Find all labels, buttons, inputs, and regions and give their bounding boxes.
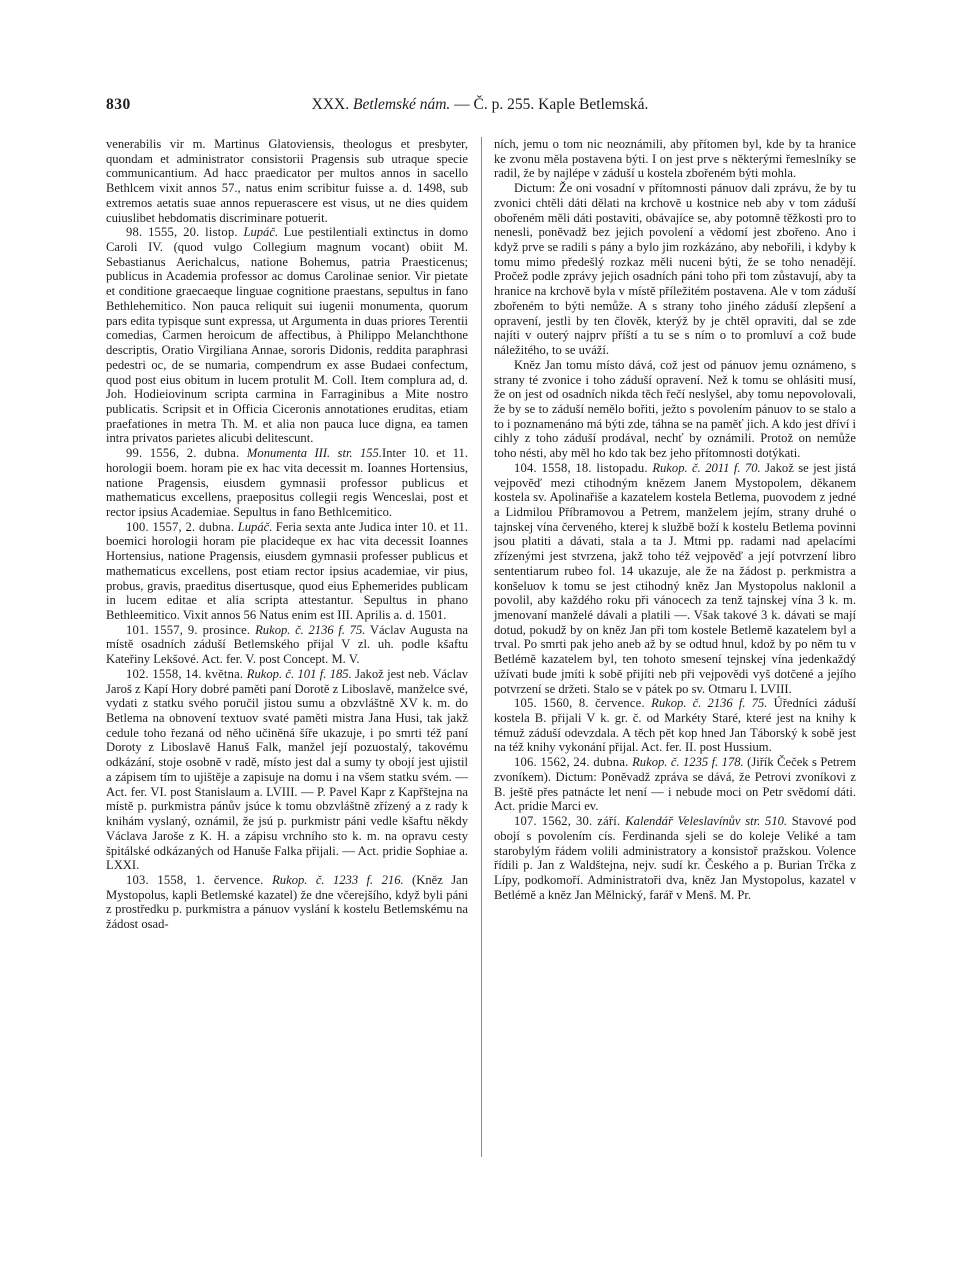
entry-98-source: Lupáč. — [243, 225, 279, 240]
entry-106-source: Rukop. č. 1235 f. 178. — [632, 755, 744, 770]
entry-104-text: Jakož se jest jistá vejpověď mezi ctihodným knězem Janem Mystopolem, děkanem kostela sv. Apolinařiše a kazatelem kostela Betlema, puovodem z jedné a Lidmilou Příbramovou a Petrem, manželem jejím, strany druhé o tajnskej vína červeného, kterej k službě boží k kostelu Betlema povinni jsou platiti a dávati, stala a ta J. Mtmi pp. radami nad apelacími zřízenými jest stvrzena, jakž toho též vejpověď a její potvrzení libro sententiarum rubeo fol. 14 ukazuje, ale že na žádost p. perkmistra a konšeluov k tomu se jest ctihodný kněz Jan Mystopolus naklonil a povolil, aby každého roku při vánocech za tenž tajnskej vína 3 k. m. jmenovaní manželé dávali a platili —. Však takové 3 k. dávati se mají dotud, pokudž by on kněz Jan při tom kostele Betlemě kazatelem byl a trval. Po smrti pak jeho aneb až by se odtud hnul, kdož by po něm tu v Betlémě kazatelem byl, ten tohoto smesení tejnskej vína jedenkaždý užívati bude jmíti k sobě přijíti neb při vejpovědi vyš dotčené a jejího potvrzení se držeti. Stalo se v pátek po sv. Otmaru I. LVIII. — [494, 460, 856, 696]
right-column — [494, 137, 856, 1177]
entry-107-source: Kalendář Veleslavínův str. 510. — [625, 814, 788, 829]
paragraph-continuation: ních, jemu o tom nic neoznámili, aby přítomen byl, kde by ta hranice ke zvonu měla postavena býti. I on jest prve s některými řemeslníky se radil, že by najlépe v záduší u kostela zbořeném býti mohla. — [494, 137, 856, 181]
entry-102-head: 102. 1558, 14. května. — [126, 666, 247, 681]
entry-106-head: 106. 1562, 24. dubna. — [514, 755, 633, 770]
entry-98-head: 98. 1555, 20. listop. — [126, 225, 244, 240]
entry-103-head: 103. 1558, 1. července. — [126, 872, 273, 887]
entry-105 — [494, 696, 856, 755]
entry-99 — [106, 446, 468, 520]
head-prefix: XXX. — [311, 96, 350, 113]
entry-102 — [106, 667, 468, 873]
entry-100 — [106, 520, 468, 623]
entry-102-source: Rukop. č. 101 f. 185. — [246, 666, 352, 681]
entry-101-head: 101. 1557, 9. prosince. — [126, 622, 256, 637]
column-divider — [481, 137, 482, 1157]
entry-103-source: Rukop. č. 1233 f. 216. — [272, 872, 404, 887]
entry-101 — [106, 623, 468, 667]
entry-99-source: Monumenta III. str. 155. — [246, 446, 383, 461]
entry-98-text: Lue pestilentiali extinctus in domo Caroli IV. (quod vulgo Collegium magnum vocant) obiit M. Sebastianus Aerichalcus, natione Bohemus, patria Praesticenus; publicus in Academia professor ac domus Carolinae senior. Vir pietate et conditione graecaeque linguae cognitione praestans, sepultus in fano Bethlehemitico. Non pauca reliquit sui iugenii monumenta, quorum pars edita typisque sunt expressa, ut Argumenta in duas priores Terentii comedias, Carmen heroicum de affectibus, à Philippo Melanchthone descriptis, Oratio Virgiliana Annae, sororis Didonis, reddita paraphrasi pedestri oc, de se numaria, compendrum ex asse Budaei confectum, quod post eius obitum in lucem protulit M. Coll. Item complura ad, d. Joh. Hodieiovinum scripta carmina in Farraginibus a Mite nostro publicatis. Scripsit et in Officia Ciceronis annotationes eruditas, etiam praefationes in metra Th. M. et alia non pauca luce digna, ea tamen intra privatos parietes alicubi delitescunt. — [106, 225, 468, 446]
entry-105-head: 105. 1560, 8. července. — [514, 696, 652, 711]
entry-104-source: Rukop. č. 2011 f. 70. — [652, 460, 761, 475]
left-column — [106, 137, 468, 1177]
entry-99-head: 99. 1556, 2. dubna. — [126, 446, 247, 461]
entry-100-text: Feria sexta ante Judica inter 10. et 11. boemici horologii horam pie placideque ex hac vita decessit Ioannes Hortensius, natione Pragensis, eiusdem gymnasii professer publicus et mathematicus excellens, post etiam rector ipsius academiae, vir pius, probus, gravis, praeditus disertusque, quod eius Ephemerides publicam in lucem editae et alia scripta attestantur. Sepultus in phano Bethleemitico. Vixit annos 56 Natus enim est III. Aprilis a. d. 1501. — [106, 519, 468, 622]
entry-106-text: (Jiřík Čeček s Petrem zvoníkem). Dictum: Poněvadž zpráva se dává, že Petrovi zvoníkovi z B. ještě přes patnácte let není — i nebude moci on Petr svědomí dáti. Act. pridie Marci ev. — [494, 755, 857, 814]
paragraph-dictum: Dictum: Že oni vosadní v přítomnosti pánuov dali zprávu, že by tu zvonici chtěli dáti dělati na krchově u kostnice neb aby v tom záduší obořeném měli dáti postaviti, obávajíce se, aby potomně těžkosti pro to nenesli, poněvadž bez jejich povolení a vědomí jest zbořeno. Ano i když prve se radili s pány a bylo jim rozkázáno, aby nebořili, i kdyby k tomu mimo předešlý rozkaz měli nuceni býti, že se toho nenadějí. Pročež podle zprávy jejich osadních páni toho při tom zůstavují, aby ta hranice na krchově byla v místě příležitém postavena. Ale v tom záduší zbořeném to býti nemůže. A s strany toho jiného záduší zlepšení a opravení, jestli by ten člověk, kterýž by je chtěl opraviti, dal se zde najíti v outerý najprv příští a tu se s ním o to promluví a což bude náležitého, to se uváží. — [494, 181, 856, 358]
entry-107-head: 107. 1562, 30. září. — [514, 814, 626, 829]
entry-107-text: Stavové pod obojí s povolením cís. Ferdinanda sjeli se do koleje Veliké a tam starobylým řádem volili administratory a konsistoř pražskou. Volence řídili p. Jan z Waldštejna, nejv. sudí kr. Českého a p. Burian Trčka z Lípy, podkomoří. Administratoři dva, kněz Jan Mystopolus, kazatel v Betlémě a kněz Jan Mělnický, farář v Menš. M. Pr. — [494, 814, 857, 902]
entry-104 — [494, 461, 856, 697]
entry-104-head: 104. 1558, 18. listopadu. — [514, 460, 653, 475]
entry-100-head: 100. 1557, 2. dubna. — [126, 519, 238, 534]
entry-100-source: Lupáč. — [237, 519, 273, 534]
running-head — [106, 96, 854, 118]
entry-105-text: Úředníci záduší kostela B. přijali V k. gr. č. od Markéty Staré, které jest na knihy k témuž záduší odevzdala. A těch pět kop hned Jan Táborský k sobě jest na též knihy vykonání přijal. Act. fer. II. post Hussium. — [494, 696, 856, 755]
entry-98 — [106, 225, 468, 446]
entry-105-source: Rukop. č. 2136 f. 75. — [651, 696, 768, 711]
entry-99-text: Inter 10. et 11. horologii boem. horam pie ex hac vita decessit m. Ioannes Hortensius, natione Pragensis, eiusdem gymnasii professor publicus et mathematicus excellens, praepositus collegii regis Wenceslai, post et rector ipsius Academiae. Sepultus in fano Bethlcemitico. — [106, 446, 468, 519]
entry-107 — [494, 814, 856, 902]
paragraph-continuation: venerabilis vir m. Martinus Glatoviensis, theologus et presbyter, quondam et administrator consistorii Pragensis sub utraque specie communicantium. Ad hacc praedicator per multos annos in sacello Bethlcem vixit annos 57., natus enim scribitur fuisse a. d. 1498, sub extremos aetatis suae annos repuerascere est visus, ut ne dies quidem cuiuslibet hebdomatis discriminare potuerit. — [106, 137, 468, 225]
entry-101-source: Rukop. č. 2136 f. 75. — [255, 622, 366, 637]
head-italic: Betlemské nám. — [353, 96, 451, 113]
paragraph-reply: Kněz Jan tomu místo dává, což jest od pánuov jemu oznámeno, s strany té zvonice i toho záduší opravení. Než k tomu se ohlásiti musí, že on jest od osadních nikda těch řečí neslyšel, aby tomu nepovolovali, že by se to záduší nemělo bořiti, ježto s povolením pánuov to se stalo a to i poznamenáno má býti zde, táhna se na paměť jich. A kdo jest dříví i cihly z toho záduší prodával, nechť by oznámili. Protož on nemůže toho nésti, aby měl ho kdo tak bez jeho přítomnosti dotýkati. — [494, 357, 856, 461]
running-head-title — [106, 96, 854, 114]
entry-102-text: Jakož jest neb. Václav Jaroš z Kapí Hory dobré paměti paní Dorotě z Liboslavě, manželce své, vydati z statku svého poručil jistou sumu a obzvláštně XV k. m. do Betlema na obnovení textuov svaté paměti mistra Jana Husi, tak jakž cedule toho řezaná od něho učiněná šíře ukazuje, i po smrti též paní Doroty z Liboslavě Hanuš Falk, manžel její pozuostalý, takovému odkázání, stoje osobně v radě, místo jest dal a sumy ty obojí jest ujistil a zápisem tím to ujištěje a zapisuje na domu i na všem statku svém. — Act. fer. VI. post Stanislaum a. LVIII. — P. Pavel Kapr z Kapřštejna na místě p. purkmistra pánův jsúce k tomu obzvláštně zřízený a z rady k knihám vyslaný, oznámil, že jsú p. purkmistr páni vedle kšaftu někdy Václava Jaroše z K. H. a zápisu vrchního sto k. m. na opravu cesty špitálské odkázaných od Hanuše Falka přijali. — Act. pridie Sophiae a. LXXI. — [106, 666, 468, 873]
entry-101-text: Václav Augusta na místě osadních záduší Betlemského přijal V zl. uh. podle kšaftu Kateřiny Lekšové. Act. fer. V. post Concept. M. V. — [106, 622, 469, 667]
entry-103 — [106, 873, 468, 932]
page-number: 830 — [106, 96, 131, 113]
head-suffix: — Č. p. 255. Kaple Betlemská. — [450, 96, 649, 113]
entry-103-text: (Kněz Jan Mystopolus, kapli Betlemské kazatel) že dne včerejšího, když byli páni z prostředku p. purkmistra a pánuov vyslání k kostelu Betlemskému na žádost osad- — [106, 872, 468, 932]
entry-106 — [494, 755, 856, 814]
